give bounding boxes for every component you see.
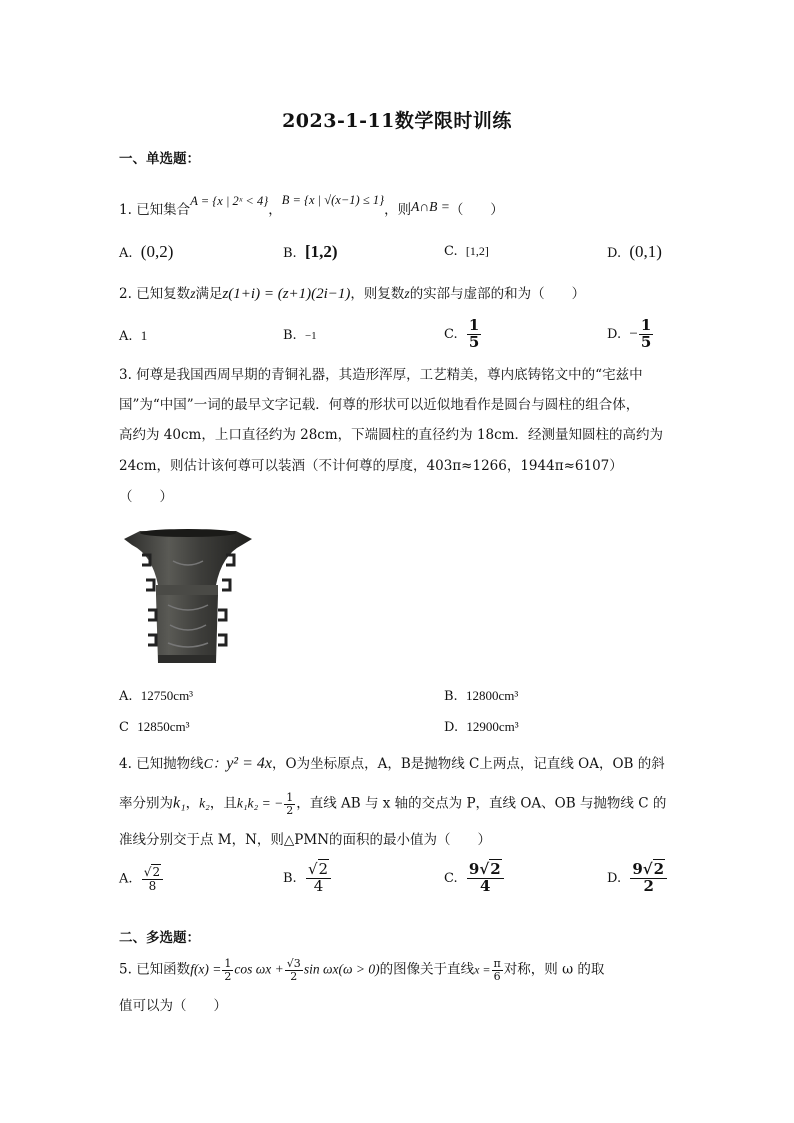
- q3-option-d[interactable]: [444, 719, 519, 735]
- fraction-denominator: 5: [640, 332, 652, 351]
- option-value: (0,1): [629, 242, 662, 261]
- option-value: (0,2): [140, 242, 174, 261]
- answer-blank: （ ）: [449, 202, 504, 218]
- fraction-numerator: 1: [224, 957, 232, 970]
- fraction: [492, 958, 503, 982]
- option-value: 12900cm³: [466, 719, 519, 734]
- question-text: ，且: [209, 795, 237, 812]
- fraction: [467, 318, 481, 351]
- option-value: 12850cm³: [137, 719, 190, 734]
- fraction-denominator: 2: [643, 876, 654, 895]
- option-label: D.: [444, 720, 459, 735]
- q2-option-a[interactable]: [119, 328, 147, 344]
- section-heading-multi-choice: 二、多选题：: [119, 930, 200, 946]
- question-3-line-4: 24cm，则估计该何尊可以装酒（不计何尊的厚度，403π≈1266，1944π≈6107）: [119, 458, 623, 474]
- comma: ，: [185, 795, 200, 812]
- question-1: [119, 193, 504, 220]
- q1-option-b[interactable]: [283, 242, 338, 262]
- coefficient: 9: [632, 860, 643, 878]
- fraction: $\frac{√2}{4}$: [306, 862, 331, 895]
- question-number: 5.: [119, 961, 132, 978]
- option-label: A.: [119, 689, 133, 704]
- question-3: [119, 365, 643, 385]
- sine-term: sin ωx(ω > 0): [303, 961, 380, 977]
- fraction-denominator: 8: [148, 878, 157, 893]
- set-a-formula: A = {x | 2ˣ < 4}: [190, 194, 269, 208]
- question-text: 的图像关于直线: [379, 961, 475, 978]
- question-text: 率分别为: [119, 795, 173, 812]
- bronze-vessel-image: [118, 525, 258, 670]
- fraction: [285, 958, 303, 982]
- option-label: D.: [607, 870, 622, 886]
- q4-option-c[interactable]: [444, 862, 505, 895]
- cosine-term: cos ωx +: [234, 961, 284, 977]
- q3-option-b[interactable]: [444, 688, 518, 704]
- variable-z: z: [404, 286, 410, 301]
- slope-k1: k₁: [173, 794, 186, 812]
- minus-sign: −: [629, 325, 638, 342]
- question-number: 1.: [119, 202, 132, 218]
- slope-product: k₁k₂ = −: [236, 795, 284, 811]
- question-text: 满足: [195, 286, 223, 302]
- radicand: 2: [653, 860, 665, 878]
- line-equation: x =: [474, 962, 491, 977]
- q1-option-d[interactable]: [607, 242, 662, 262]
- option-value: 1: [140, 328, 148, 343]
- q2-option-c[interactable]: [444, 318, 482, 351]
- question-5-line-2: 值可以为（ ）: [119, 998, 227, 1014]
- option-label: B.: [444, 689, 458, 704]
- bronze-vessel-icon: [118, 525, 258, 670]
- fraction-denominator: 2: [224, 969, 232, 983]
- fraction: $\frac{9√2}{4}$: [467, 862, 504, 895]
- q1-option-a[interactable]: [119, 242, 173, 262]
- question-number: 4.: [119, 756, 132, 772]
- fraction-denominator: 4: [313, 876, 324, 895]
- question-text: 已知集合: [136, 202, 191, 218]
- fraction-denominator: 6: [493, 969, 501, 983]
- radicand: 2: [318, 860, 329, 878]
- radicand: 2: [152, 865, 161, 879]
- question-4: [119, 754, 665, 774]
- option-label: B.: [283, 328, 297, 343]
- function-expression: f(x) =: [190, 961, 222, 977]
- q1-option-c[interactable]: [444, 244, 489, 259]
- question-3-line-3: 高约为 40cm，上口直径约为 28cm，下端圆柱的直径约为 18cm．经测量知圆柱的高约为: [119, 427, 663, 443]
- q3-option-a[interactable]: [119, 688, 193, 704]
- question-text: 对称，则 ω 的取: [503, 961, 605, 978]
- option-label: C.: [444, 244, 458, 259]
- question-text: 已知抛物线: [136, 756, 204, 772]
- q4-option-b[interactable]: [283, 862, 332, 895]
- q2-option-d[interactable]: [607, 318, 654, 351]
- question-text: 已知函数: [136, 961, 191, 978]
- coefficient: 9: [468, 860, 480, 878]
- fraction: [222, 958, 233, 982]
- q3-option-c[interactable]: [119, 719, 190, 735]
- option-label: C.: [444, 870, 458, 886]
- option-value: 12800cm³: [465, 688, 519, 703]
- question-text: ，直线 AB 与 x 轴的交点为 P，直线 OA、OB 与抛物线 C 的: [296, 795, 667, 812]
- option-label: B.: [283, 870, 297, 886]
- option-value: −1: [304, 330, 317, 342]
- equation: z(1+i) = (z+1)(2i−1): [222, 286, 351, 302]
- fraction: [639, 318, 653, 351]
- question-5: [119, 958, 604, 982]
- fraction-denominator: 4: [480, 876, 491, 895]
- slope-k2: k₂: [199, 795, 210, 811]
- section-heading-single-choice: 一、单选题：: [119, 151, 200, 167]
- fraction-denominator: 2: [290, 969, 298, 983]
- q4-option-d[interactable]: [607, 862, 668, 895]
- comma: ，: [268, 202, 282, 218]
- parabola-equation: y² = 4x: [226, 755, 272, 772]
- question-text: ，则复数: [350, 286, 405, 302]
- fraction-numerator: 1: [640, 316, 652, 334]
- question-4-line-2: [119, 792, 666, 816]
- option-value: [1,2]: [465, 244, 489, 258]
- fraction: $\frac{√2}{8}$: [142, 866, 163, 892]
- fraction-numerator: √3: [286, 957, 301, 970]
- fraction: [284, 792, 295, 816]
- curve-label: C：: [203, 756, 227, 771]
- option-label: C.: [444, 326, 458, 342]
- fraction-denominator: 2: [286, 803, 294, 817]
- question-2: [119, 284, 585, 304]
- question-text: ，则: [384, 202, 412, 218]
- fraction-numerator: π: [493, 957, 501, 970]
- option-label: A.: [119, 329, 133, 344]
- fraction-denominator: 5: [468, 332, 480, 351]
- fraction-numerator: 1: [468, 316, 480, 334]
- intersection-expression: A∩B =: [411, 199, 450, 214]
- question-text: 何尊是我国西周早期的青铜礼器，其造形浑厚，工艺精美，尊内底铸铭文中的“宅兹中: [136, 367, 643, 383]
- option-value: [1,2): [304, 242, 338, 261]
- question-text: 已知复数: [136, 286, 191, 302]
- option-label: D.: [607, 246, 622, 261]
- option-label: D.: [607, 326, 622, 342]
- q4-option-a[interactable]: [119, 866, 164, 892]
- set-b-formula: B = {x | √(x−1) ≤ 1}: [281, 193, 385, 207]
- question-number: 3.: [119, 367, 132, 383]
- question-text: 的实部与虚部的和为（ ）: [409, 286, 586, 302]
- fraction: $\frac{9√2}{2}$: [630, 862, 667, 895]
- page-title: 2023-1-11数学限时训练: [282, 110, 512, 132]
- option-label: A.: [119, 871, 133, 887]
- question-4-line-3: 准线分别交于点 M，N，则△PMN的面积的最小值为（ ）: [119, 832, 492, 848]
- option-label: C: [119, 720, 129, 735]
- option-value: 12750cm³: [140, 688, 194, 703]
- question-number: 2.: [119, 286, 132, 302]
- option-label: B.: [283, 246, 297, 261]
- option-label: A.: [119, 246, 133, 261]
- answer-blank: （ ）: [119, 489, 173, 505]
- question-3-line-2: 国”为“中国”一词的最早文字记载．何尊的形状可以近似地看作是圆台与圆柱的组合体，: [119, 397, 640, 413]
- variable-z: z: [190, 286, 196, 301]
- q2-option-b[interactable]: [283, 328, 317, 343]
- fraction-numerator: 1: [286, 791, 294, 804]
- question-text: ，O为坐标原点，A，B是抛物线 C上两点，记直线 OA，OB 的斜: [272, 756, 665, 772]
- radicand: 2: [490, 860, 501, 878]
